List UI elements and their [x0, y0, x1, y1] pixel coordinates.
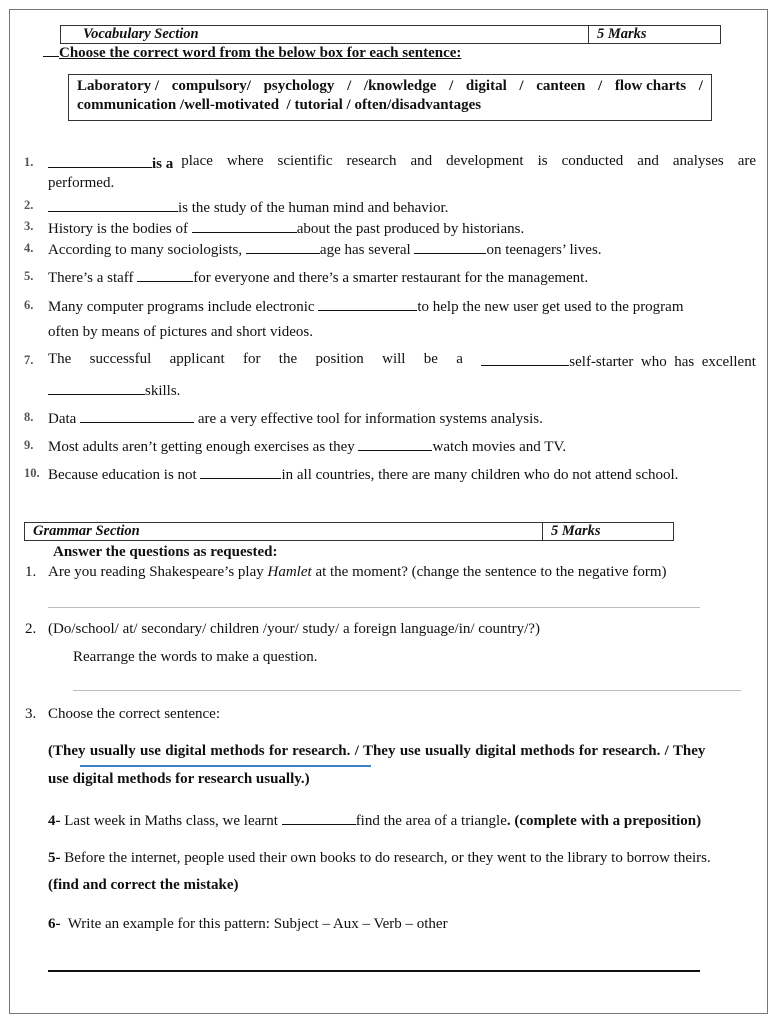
- item-10-blank[interactable]: [200, 464, 281, 479]
- q1-answer-line[interactable]: [48, 607, 700, 608]
- item-1-line2: performed.: [48, 175, 115, 191]
- q5-instruction: (find and correct the mistake): [48, 877, 239, 893]
- q6-text: 6- Write an example for this pattern: Subject – Aux – Verb – other: [48, 916, 448, 932]
- q1-number: 1.: [25, 564, 37, 580]
- item-3-number: 3.: [24, 219, 34, 233]
- item-3-line: History is the bodies of about the past produced by historians.: [48, 218, 524, 238]
- item-6-line1: Many computer programs include electronic to help the new user get used to the program: [48, 296, 684, 316]
- q2-number: 2.: [25, 621, 37, 637]
- item-2-blank[interactable]: [48, 197, 178, 212]
- item-5-blank[interactable]: [137, 267, 193, 282]
- q3-number: 3.: [25, 706, 37, 722]
- item-9-number: 9.: [24, 438, 34, 452]
- q3-selected-underline: [80, 765, 371, 767]
- vocabulary-title: Vocabulary Section: [83, 26, 199, 42]
- q3-text: Choose the correct sentence:: [48, 706, 221, 722]
- item-3-blank[interactable]: [192, 218, 297, 233]
- item-5-number: 5.: [24, 269, 34, 283]
- item-7-blank-a[interactable]: [481, 351, 569, 366]
- q3-options-line1[interactable]: (They usually use digital methods for research. / They use usually digital methods for research. / They: [48, 743, 706, 759]
- item-7-blank-b[interactable]: [48, 380, 145, 395]
- grammar-title: Grammar Section: [33, 523, 140, 539]
- item-6-number: 6.: [24, 298, 34, 312]
- item-2-number: 2.: [24, 198, 34, 212]
- item-6-line2: often by means of pictures and short videos.: [48, 324, 313, 340]
- grammar-marks: 5 Marks: [542, 523, 675, 540]
- item-8-line: Data are a very effective tool for information systems analysis.: [48, 408, 543, 428]
- item-7-number: 7.: [24, 353, 34, 367]
- item-1-blank[interactable]: [48, 153, 152, 168]
- item-1-line1: is a place where scientific research and development is conducted and analyses are: [48, 153, 756, 173]
- item-1-number: 1.: [24, 155, 34, 169]
- item-9-blank[interactable]: [358, 436, 432, 451]
- item-9-line: Most adults aren’t getting enough exercises as they watch movies and TV.: [48, 436, 566, 456]
- item-4-blank-a[interactable]: [246, 239, 320, 254]
- vocabulary-header: [60, 25, 721, 44]
- item-10-number: 10.: [24, 466, 40, 480]
- item-8-number: 8.: [24, 410, 34, 424]
- q4-blank[interactable]: [282, 810, 356, 825]
- item-10-line: Because education is not in all countries, there are many children who do not attend school.: [48, 464, 678, 484]
- q2-answer-line[interactable]: [73, 690, 741, 691]
- word-box-line2: communication /well-motivated / tutorial / often/disadvantages: [77, 97, 482, 113]
- vocabulary-marks: 5 Marks: [588, 26, 721, 43]
- item-6-blank[interactable]: [318, 296, 417, 311]
- word-box: [68, 74, 712, 121]
- item-4-blank-b[interactable]: [414, 239, 486, 254]
- vocabulary-instruction: Choose the correct word from the below box for each sentence:: [43, 45, 461, 62]
- item-5-line: There’s a staff for everyone and there’s a smarter restaurant for the management.: [48, 267, 588, 287]
- q5-text: 5- Before the internet, people used their own books to do research, or they went to the library to borrow theirs.: [48, 850, 711, 866]
- q2-text: (Do/school/ at/ secondary/ children /your/ study/ a foreign language/in/ country/?): [48, 621, 540, 637]
- word-box-line1: Laboratory / compulsory/ psychology / /knowledge / digital / canteen / flow charts /: [77, 78, 703, 94]
- item-7-line2: skills.: [48, 380, 180, 400]
- q6-answer-line[interactable]: [48, 970, 700, 972]
- grammar-header: [24, 522, 674, 541]
- q2-subtext: Rearrange the words to make a question.: [73, 649, 318, 665]
- item-7-line1: The successful applicant for the position will be a self-starter who has excellent: [48, 351, 756, 370]
- q4-text: 4- Last week in Maths class, we learnt find the area of a triangle. (complete with a preposition): [48, 810, 701, 830]
- item-4-line: According to many sociologists, age has several on teenagers’ lives.: [48, 239, 602, 259]
- grammar-instruction: Answer the questions as requested:: [53, 544, 278, 560]
- item-4-number: 4.: [24, 241, 34, 255]
- q1-text: Are you reading Shakespeare’s play Hamlet at the moment? (change the sentence to the negative form): [48, 564, 667, 580]
- item-8-blank[interactable]: [80, 408, 194, 423]
- q3-options-line2[interactable]: use digital methods for research usually.): [48, 771, 310, 787]
- item-2-line: is the study of the human mind and behavior.: [48, 197, 448, 217]
